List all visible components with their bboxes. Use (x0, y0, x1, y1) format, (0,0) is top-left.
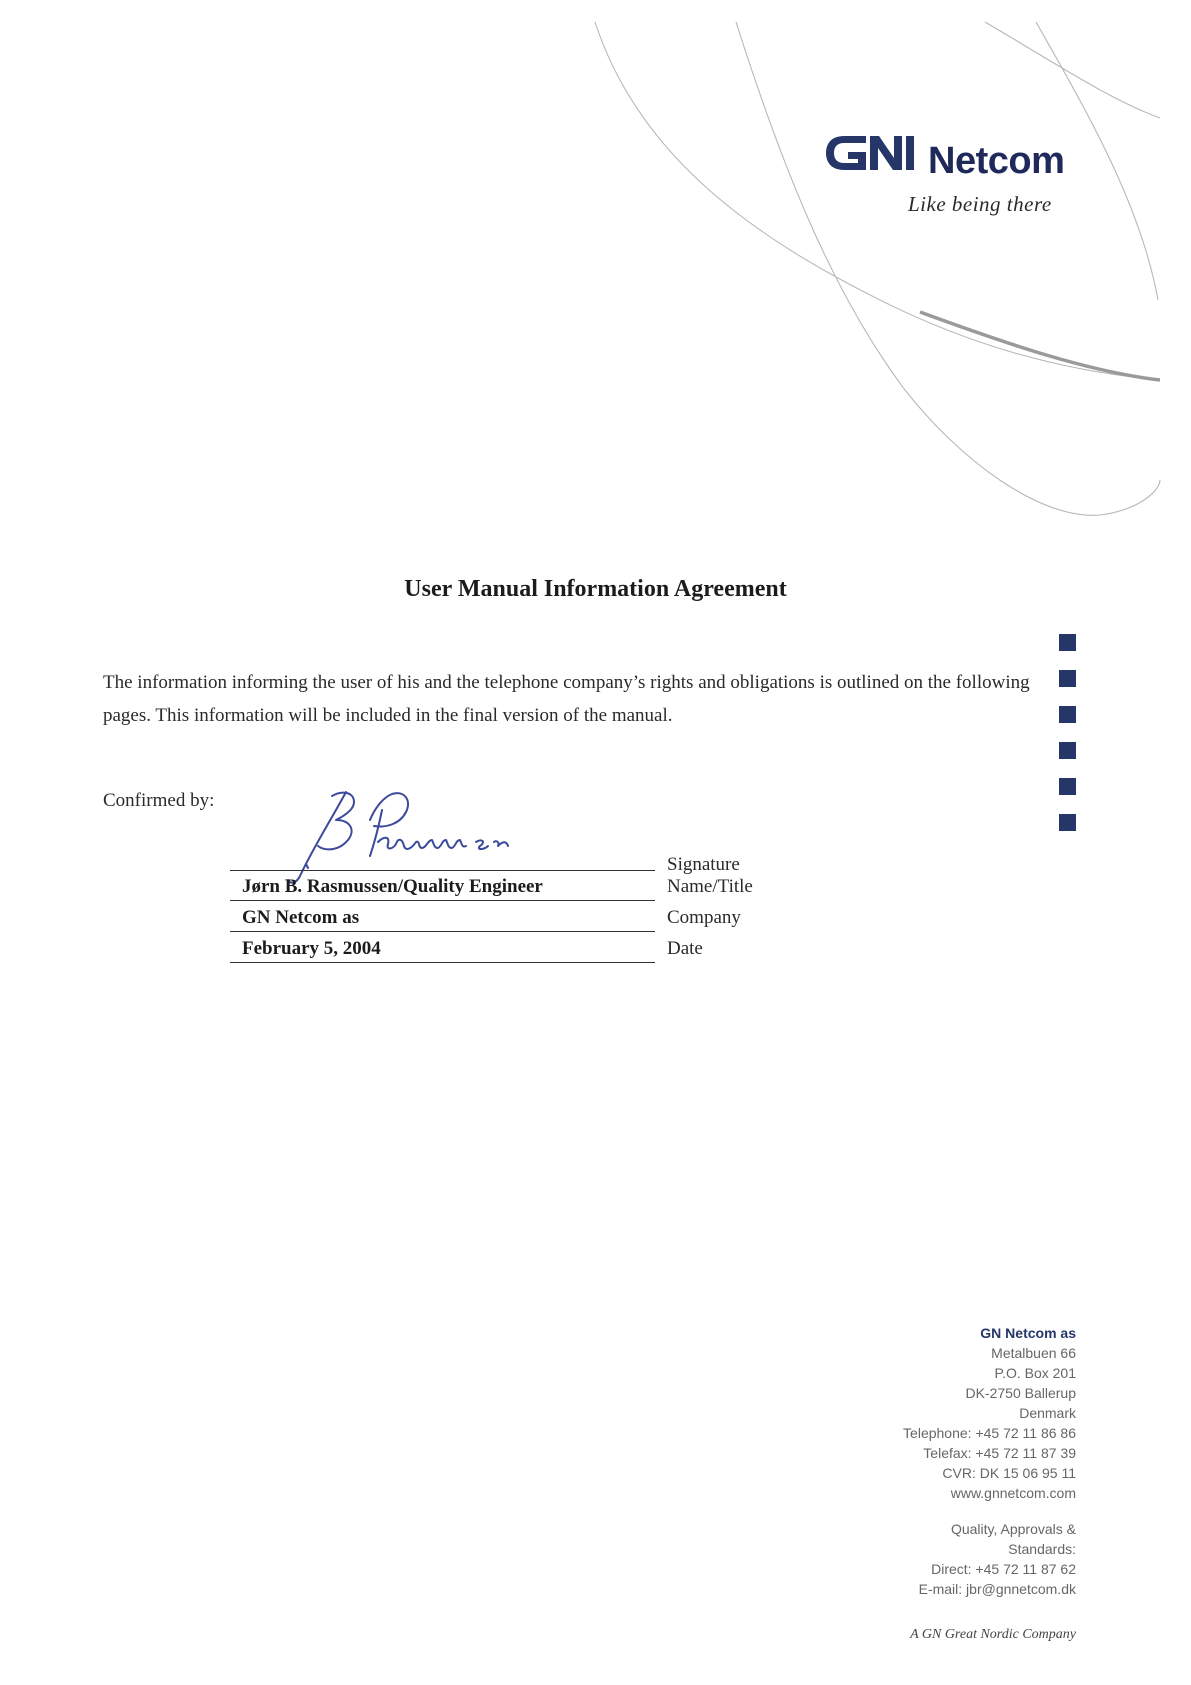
footer-telephone: Telephone: +45 72 11 86 86 (903, 1425, 1076, 1441)
signature-line (230, 842, 655, 871)
footer-website: www.gnnetcom.com (950, 1485, 1076, 1501)
footer-address-block (756, 1323, 1076, 1645)
brand-tagline: Like being there (908, 192, 1052, 216)
document-title: User Manual Information Agreement (404, 576, 787, 602)
name-title-value: Jørn B. Rasmussen/Quality Engineer (230, 872, 655, 901)
name-title-row (230, 872, 753, 903)
footer-telefax: Telefax: +45 72 11 87 39 (923, 1445, 1076, 1461)
footer-group-line: A GN Great Nordic Company (910, 1627, 1076, 1642)
name-title-label: Name/Title (667, 876, 753, 897)
company-logo (822, 126, 1082, 226)
confirmed-by-label: Confirmed by: (103, 790, 215, 811)
footer-company-name: GN Netcom as (980, 1325, 1076, 1341)
footer-country: Denmark (1019, 1405, 1076, 1421)
footer-spacer (756, 1503, 1076, 1519)
gn-logo-mark-icon (822, 128, 924, 178)
footer-city: DK-2750 Ballerup (965, 1385, 1076, 1401)
signature-row (230, 842, 740, 875)
footer-dept-line2: Standards: (1008, 1541, 1076, 1557)
date-value: February 5, 2004 (230, 934, 655, 963)
footer-direct-phone: Direct: +45 72 11 87 62 (931, 1561, 1076, 1577)
brand-name: Netcom (928, 140, 1065, 182)
company-value: GN Netcom as (230, 903, 655, 932)
marker-square (1059, 706, 1076, 723)
marker-square (1059, 814, 1076, 831)
marker-square (1059, 778, 1076, 795)
intro-paragraph: The information informing the user of his and the telephone company’s rights and obligations is outlined on the following pages. This information will be included in the final version of the manual. (103, 672, 1030, 726)
footer-dept-line1: Quality, Approvals & (950, 1521, 1076, 1537)
marker-square (1059, 670, 1076, 687)
footer-po-box: P.O. Box 201 (994, 1365, 1076, 1381)
footer-email: E-mail: jbr@gnnetcom.dk (918, 1581, 1076, 1597)
company-label: Company (667, 907, 741, 928)
marker-square (1059, 634, 1076, 651)
marker-square (1059, 742, 1076, 759)
date-label: Date (667, 938, 703, 959)
company-row (230, 903, 741, 934)
footer-cvr: CVR: DK 15 06 95 11 (942, 1465, 1076, 1481)
signature-label: Signature (667, 854, 740, 875)
date-row (230, 934, 703, 965)
footer-street: Metalbuen 66 (991, 1345, 1076, 1361)
side-marker-squares (1059, 634, 1079, 850)
